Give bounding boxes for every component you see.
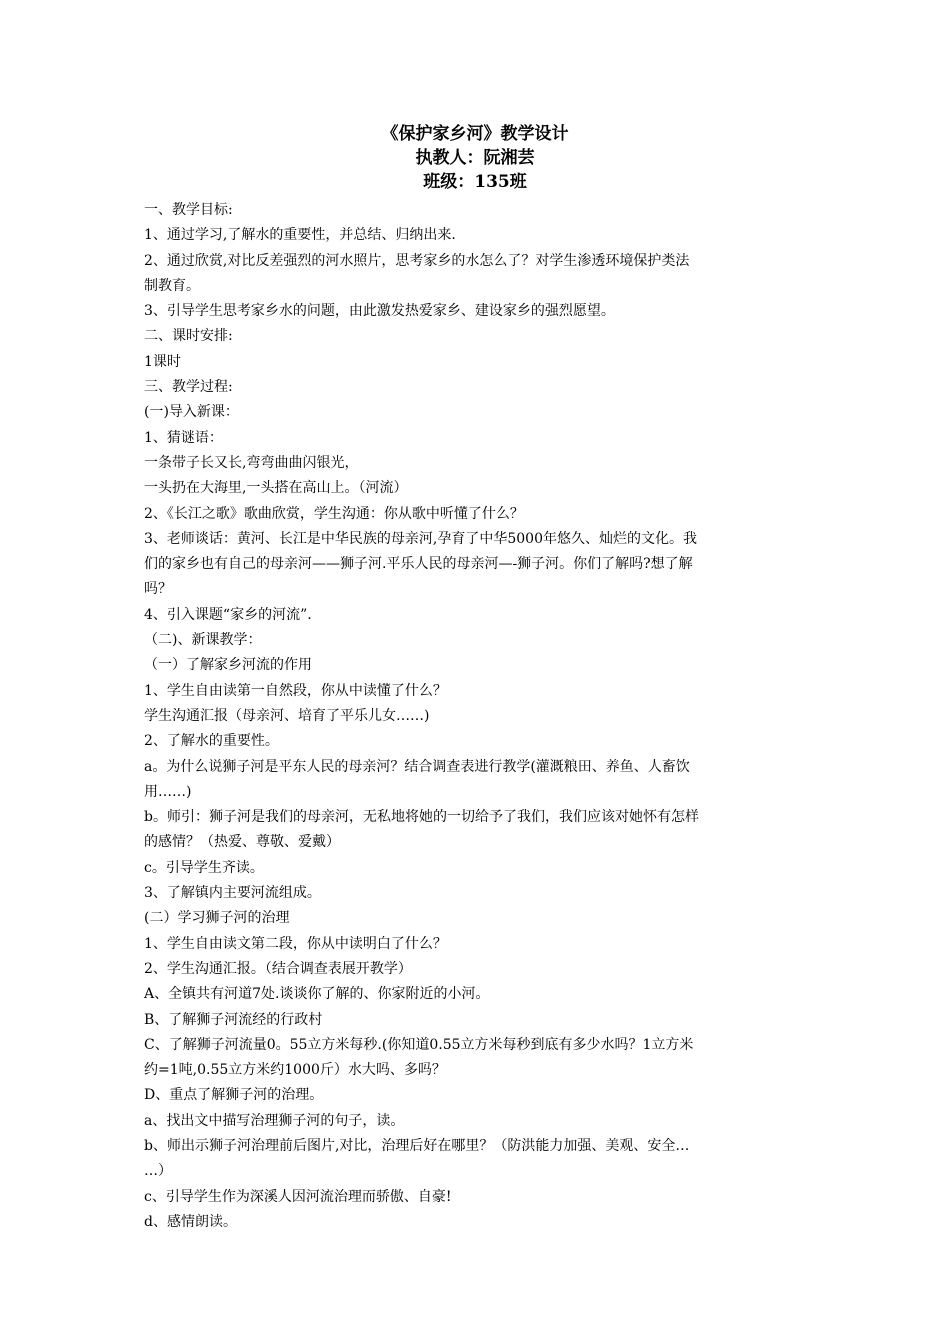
body-line: c。引导学生齐读。 bbox=[144, 859, 264, 876]
body-line: 制教育。 bbox=[144, 277, 200, 294]
teacher-line: 执教人：阮湘芸 bbox=[415, 148, 535, 168]
document-body bbox=[144, 198, 809, 1235]
body-line: 3、了解镇内主要河流组成。 bbox=[144, 885, 321, 902]
document-header bbox=[0, 122, 950, 194]
body-line: 1课时 bbox=[144, 353, 181, 370]
body-line: （一）了解家乡河流的作用 bbox=[144, 657, 312, 674]
class-line: 班级：135班 bbox=[423, 172, 527, 192]
body-line: c、引导学生作为深溪人因河流治理而骄傲、自豪! bbox=[144, 1188, 452, 1205]
body-line: 们的家乡也有自己的母亲河——狮子河.平乐人民的母亲河—-狮子河。你们了解吗?想了解 bbox=[144, 556, 693, 573]
body-line: 用……) bbox=[144, 783, 192, 800]
body-line: 一、教学目标: bbox=[144, 202, 233, 218]
body-line: 1、猜谜语： bbox=[144, 429, 223, 446]
body-line: a、找出文中描写治理狮子河的句子，读。 bbox=[144, 1112, 405, 1129]
body-line: 2、了解水的重要性。 bbox=[144, 733, 279, 750]
body-line: 2、学生沟通汇报。（结合调查表展开教学） bbox=[144, 960, 412, 977]
body-line: 一头扔在大海里,一头搭在高山上。（河流） bbox=[144, 480, 408, 497]
document-title: 《保护家乡河》教学设计 bbox=[381, 124, 569, 144]
body-line: 1、学生自由读第一自然段，你从中读懂了什么？ bbox=[144, 682, 447, 699]
body-line: 约=1吨,0.55立方米约1000斤）水大吗、多吗？ bbox=[144, 1062, 446, 1079]
body-line: 2、通过欣赏,对比反差强烈的河水照片，思考家乡的水怎么了？对学生渗透环境保护类法 bbox=[144, 252, 690, 269]
body-line: b。师引：狮子河是我们的母亲河，无私地将她的一切给予了我们，我们应该对她怀有怎样 bbox=[144, 809, 699, 826]
body-line: 1、通过学习,了解水的重要性，并总结、归纳出来. bbox=[144, 227, 456, 244]
body-line: 三、教学过程: bbox=[144, 379, 233, 396]
body-line: 3、老师谈话：黄河、长江是中华民族的母亲河,孕育了中华5000年悠久、灿烂的文化。我 bbox=[144, 530, 697, 547]
body-line: 1、学生自由读文第二段，你从中读明白了什么？ bbox=[144, 935, 447, 952]
body-line: 3、引导学生思考家乡水的问题，由此激发热爱家乡、建设家乡的强烈愿望。 bbox=[144, 303, 615, 320]
body-line: b、师出示狮子河治理前后图片,对比，治理后好在哪里？（防洪能力加强、美观、安全… bbox=[144, 1137, 690, 1154]
body-line: (二）学习狮子河的治理 bbox=[144, 910, 290, 927]
body-line: …） bbox=[144, 1163, 172, 1180]
body-line: （二)、新课教学： bbox=[144, 632, 262, 649]
body-line: D、重点了解狮子河的治理。 bbox=[144, 1087, 324, 1104]
body-line: B、了解狮子河流经的行政村 bbox=[144, 1011, 323, 1028]
body-line: 4、引入课题“家乡的河流”. bbox=[144, 606, 312, 623]
body-line: a。为什么说狮子河是平东人民的母亲河？结合调查表进行教学(灌溉粮田、养鱼、人畜饮 bbox=[144, 758, 690, 775]
body-line: 学生沟通汇报（母亲河、培育了平乐儿女……) bbox=[144, 707, 430, 724]
body-line: d、感情朗读。 bbox=[144, 1213, 237, 1230]
body-line: 吗？ bbox=[144, 581, 172, 598]
body-line: 2、《长江之歌》歌曲欣赏，学生沟通：你从歌中听懂了什么？ bbox=[144, 505, 524, 522]
body-line: 的感情？（热爱、尊敬、爱戴） bbox=[144, 834, 340, 851]
body-line: (一)导入新课： bbox=[144, 404, 239, 421]
body-line: 一条带子长又长,弯弯曲曲闪银光， bbox=[144, 454, 359, 471]
body-line: 二、课时安排: bbox=[144, 328, 233, 345]
body-line: C、了解狮子河流量0。55立方米每秒.(你知道0.55立方米每秒到底有多少水吗？1立方米 bbox=[144, 1036, 694, 1053]
body-line: A、全镇共有河道7处.谈谈你了解的、你家附近的小河。 bbox=[144, 986, 490, 1003]
